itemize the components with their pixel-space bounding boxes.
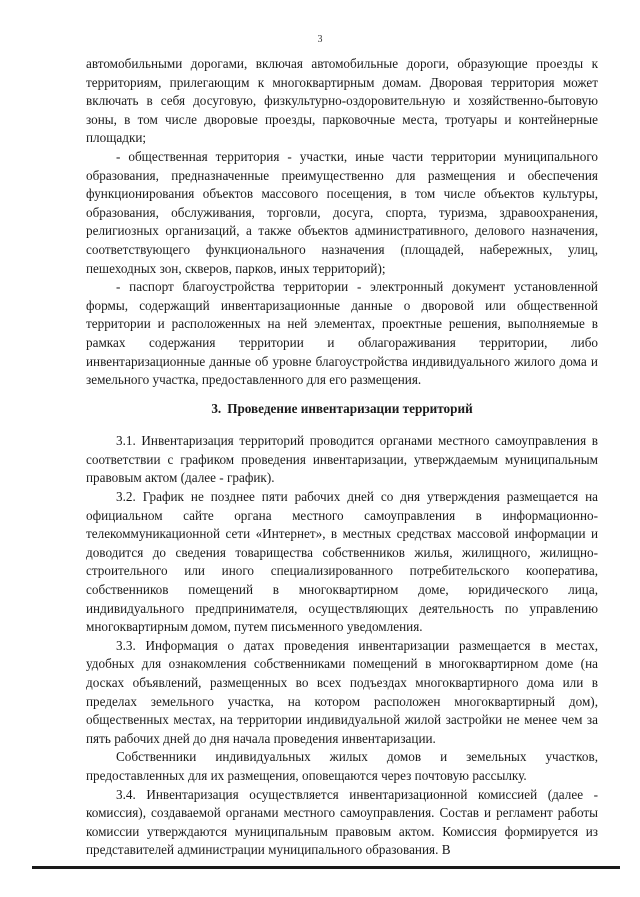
paragraph-3-4: 3.4. Инвентаризация осуществляется инвентаризационной комиссией (далее - комиссия), создаваемой органами местного самоуправления. Состав и регламент работы комиссии утверждаются муниципальным правовым актом. Комиссия формируется из представителей администрации муниципального образования. В — [86, 786, 598, 858]
paragraph-3-2: 3.2. График не позднее пяти рабочих дней со дня утверждения размещается на официальном сайте органа местного самоуправления в информационно-телекоммуникационной сети «Интернет», в местных средствах массовой информации и доводится до сведения товарищества собственников жилья, жилищного, жилищно-строительного или иного специализированного потребительского кооператива, собственников помещений в многоквартирном доме, юридического лица, индивидуального предпринимателя, осуществляющих деятельность по управлению многоквартирным домом, путем письменного уведомления. — [86, 489, 598, 635]
paragraph-owners: Собственники индивидуальных жилых домов и земельных участков, предоставленных для их размещения, оповещаются через почтовую рассылку. — [86, 749, 598, 783]
page-number: 3 — [317, 34, 323, 45]
document-body — [86, 55, 598, 860]
section-heading — [86, 400, 598, 419]
footer-divider — [32, 866, 620, 869]
paragraph-3-1: 3.1. Инвентаризация территорий проводится органами местного самоуправления в соответствии с графиком проведения инвентаризации, утверждаемым муниципальным правовым актом (далее - график). — [86, 433, 598, 486]
paragraph-public-territory: - общественная территория - участки, иные части территории муниципального образования, предназначенные преимущественно для размещения и обеспечения функционирования объектов массового посещения, в том числе объектов культуры, образования, обслуживания, торговли, досуга, спорта, туризма, здравоохранения, религиозных организаций, а также объектов административного, делового назначения, соответствующего функционального назначения (площадей, набережных, улиц, пешеходных зон, скверов, парков, иных территорий); — [86, 148, 598, 276]
paragraph-continuation: автомобильными дорогами, включая автомобильные дороги, образующие проезды к территориям, прилегающим к многоквартирным домам. Дворовая территория может включать в себя досуговую, физкультурно-оздоровительную и хозяйственно-бытовую зоны, в том числе дворовые проезды, парковочные места, тротуары и контейнерные площадки; — [86, 56, 598, 146]
paragraph-passport: - паспорт благоустройства территории - электронный документ установленной формы, содержащий инвентаризационные данные о дворовой или общественной территории и расположенных на ней элементах, проектные решения, выполняемые в рамках содержания территории и облагораживания территории, либо инвентаризационные данные об уровне благоустройства индивидуального жилого дома и земельного участка, предоставленного для его размещения. — [86, 279, 598, 388]
section-title: Проведение инвентаризации территорий — [227, 400, 473, 416]
section-number: 3. — [211, 400, 222, 416]
paragraph-3-3: 3.3. Информация о датах проведения инвентаризации размещается в местах, удобных для ознакомления собственниками помещений в многоквартирном доме (на досках объявлений, размещенных во всех подъездах многоквартирного дома или в пределах земельного участка, на котором расположен многоквартирный дом), общественных местах, на территории индивидуальной жилой застройки не менее чем за пять рабочих дней до дня начала проведения инвентаризации. — [86, 637, 598, 746]
